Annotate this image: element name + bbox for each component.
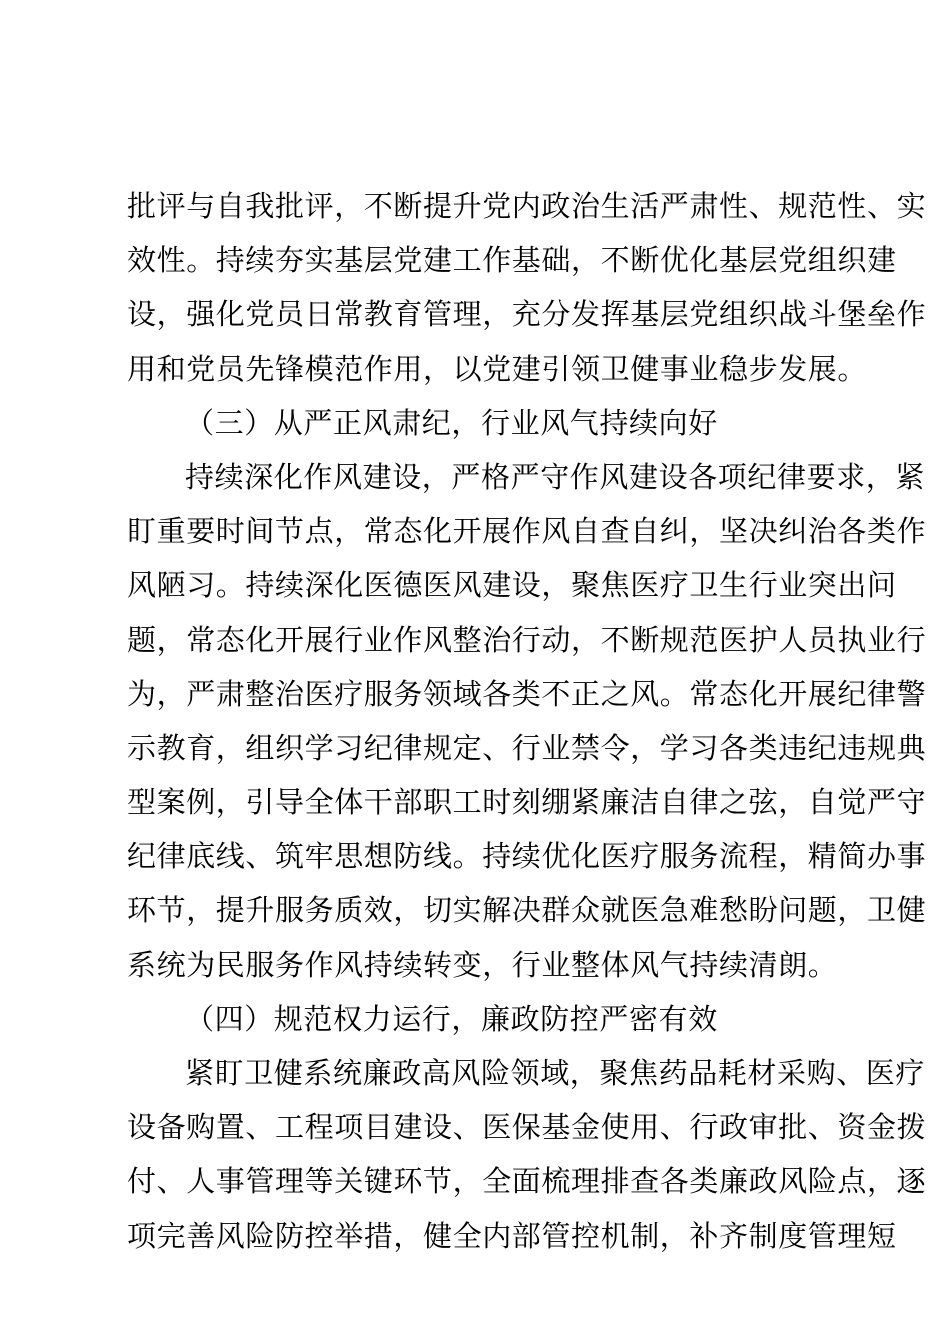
text-line: 题，常态化开展行业作风整治行动，不断规范医护人员执业行 [127,622,927,657]
text-line: 为，严肃整治医疗服务领域各类不正之风。常态化开展纪律警 [127,676,927,711]
text-line: 设，强化党员日常教育管理，充分发挥基层党组织战斗堡垒作 [127,297,927,332]
text-line: 付、人事管理等关键环节，全面梳理排查各类廉政风险点，逐 [127,1164,927,1199]
document-body [127,179,927,1263]
text-line: 纪律底线、筑牢思想防线。持续优化医疗服务流程，精简办事 [127,839,927,874]
section-heading-4: （四）规范权力运行，廉政防控严密有效 [185,1001,718,1036]
text-line: 风陋习。持续深化医德医风建设，聚焦医疗卫生行业突出问 [127,568,897,603]
text-line: 项完善风险防控举措，健全内部管控机制，补齐制度管理短 [127,1218,897,1253]
text-line: 型案例，引导全体干部职工时刻绷紧廉洁自律之弦，自觉严守 [127,785,927,820]
text-line: 示教育，组织学习纪律规定、行业禁令，学习各类违纪违规典 [127,730,927,765]
text-line: 设备购置、工程项目建设、医保基金使用、行政审批、资金拨 [127,1110,927,1145]
paragraph-first-line: 持续深化作风建设，严格严守作风建设各项纪律要求，紧 [185,459,926,494]
text-line: 用和党员先锋模范作用，以党建引领卫健事业稳步发展。 [127,351,868,386]
paragraph-first-line: 紧盯卫健系统廉政高风险领域，聚焦药品耗材采购、医疗 [185,1056,926,1090]
text-line: 系统为民服务作风持续转变，行业整体风气持续清朗。 [127,947,838,982]
text-line: 效性。持续夯实基层党建工作基础，不断优化基层党组织建 [127,243,897,278]
text-line: 环节，提升服务质效，切实解决群众就医急难愁盼问题，卫健 [127,893,927,928]
text-line: 批评与自我批评，不断提升党内政治生活严肃性、规范性、实 [127,189,927,223]
text-line: 盯重要时间节点，常态化开展作风自查自纠，坚决纠治各类作 [127,514,927,549]
section-heading-3: （三）从严正风肃纪，行业风气持续向好 [185,405,718,440]
